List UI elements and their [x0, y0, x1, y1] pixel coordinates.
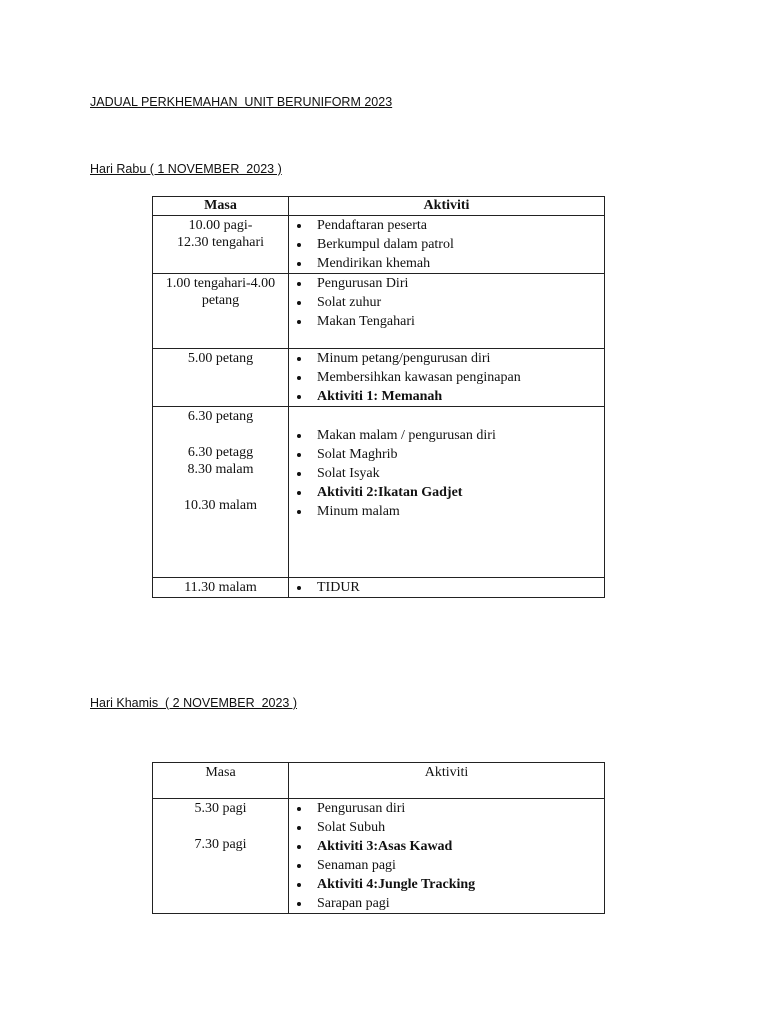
list-item: Solat Isyak: [295, 464, 604, 483]
time-text: 6.30 petagg: [187, 445, 254, 460]
time-text: 6.30 petang: [187, 409, 254, 424]
activity-cell: [289, 578, 605, 598]
spacer: [153, 478, 288, 497]
table-row: [153, 578, 605, 598]
list-item: Aktiviti 3:Asas Kawad: [295, 837, 604, 856]
list-item: Mendirikan khemah: [295, 254, 604, 273]
activity-cell: [289, 799, 605, 914]
table-row: [153, 407, 605, 578]
time-text: 12.30 tengahari: [176, 235, 265, 250]
time-text: 10.00 pagi-: [188, 218, 253, 233]
day1-heading: Hari Rabu ( 1 NOVEMBER 2023 ): [90, 162, 282, 176]
time-text: 7.30 pagi: [194, 837, 247, 852]
spacer: [153, 817, 288, 836]
day1-schedule-table: [152, 196, 605, 598]
list-item: Solat Subuh: [295, 818, 604, 837]
time-cell: [153, 216, 289, 274]
list-item: Berkumpul dalam patrol: [295, 235, 604, 254]
list-item: Minum malam: [295, 502, 604, 521]
list-item: Aktiviti 1: Memanah: [295, 387, 604, 406]
table-row: [153, 274, 605, 349]
time-cell: [153, 407, 289, 578]
list-item: Makan Tengahari: [295, 312, 604, 331]
table-row: [153, 349, 605, 407]
list-item: Solat zuhur: [295, 293, 604, 312]
table-row: [153, 799, 605, 914]
col-header-time: Masa: [153, 763, 289, 799]
list-item: Sarapan pagi: [295, 894, 604, 913]
list-item: Minum petang/pengurusan diri: [295, 349, 604, 368]
time-text: 1.00 tengahari-4.00: [165, 276, 276, 291]
time-cell: [153, 578, 289, 598]
time-text: 5.00 petang: [187, 351, 254, 366]
list-item: Solat Maghrib: [295, 445, 604, 464]
activity-cell: [289, 274, 605, 349]
list-item: Aktiviti 2:Ikatan Gadjet: [295, 483, 604, 502]
time-text: petang: [201, 293, 240, 308]
time-cell: [153, 274, 289, 349]
time-text: 5.30 pagi: [194, 801, 247, 816]
time-text: 8.30 malam: [187, 462, 254, 477]
day2-schedule-table: [152, 762, 605, 914]
list-item: Senaman pagi: [295, 856, 604, 875]
time-cell: [153, 799, 289, 914]
spacer: [153, 425, 288, 444]
day2-heading: Hari Khamis ( 2 NOVEMBER 2023 ): [90, 696, 298, 710]
table-header-row: [153, 763, 605, 799]
time-text: 10.30 malam: [183, 498, 258, 513]
col-header-activity: Aktiviti: [289, 197, 605, 216]
activity-cell: [289, 349, 605, 407]
table-row: [153, 216, 605, 274]
list-item: Pengurusan diri: [295, 799, 604, 818]
table-header-row: [153, 197, 605, 216]
list-item: Pendaftaran peserta: [295, 216, 604, 235]
col-header-time: Masa: [153, 197, 289, 216]
list-item: Makan malam / pengurusan diri: [295, 426, 604, 445]
list-item: TIDUR: [295, 578, 604, 597]
col-header-activity: Aktiviti: [289, 763, 605, 799]
time-cell: [153, 349, 289, 407]
activity-cell: [289, 407, 605, 578]
time-text: 11.30 malam: [184, 580, 257, 595]
list-item: Membersihkan kawasan penginapan: [295, 368, 604, 387]
list-item: Aktiviti 4:Jungle Tracking: [295, 875, 604, 894]
activity-cell: [289, 216, 605, 274]
list-item: Pengurusan Diri: [295, 274, 604, 293]
document-title: JADUAL PERKHEMAHAN UNIT BERUNIFORM 2023: [90, 95, 393, 109]
